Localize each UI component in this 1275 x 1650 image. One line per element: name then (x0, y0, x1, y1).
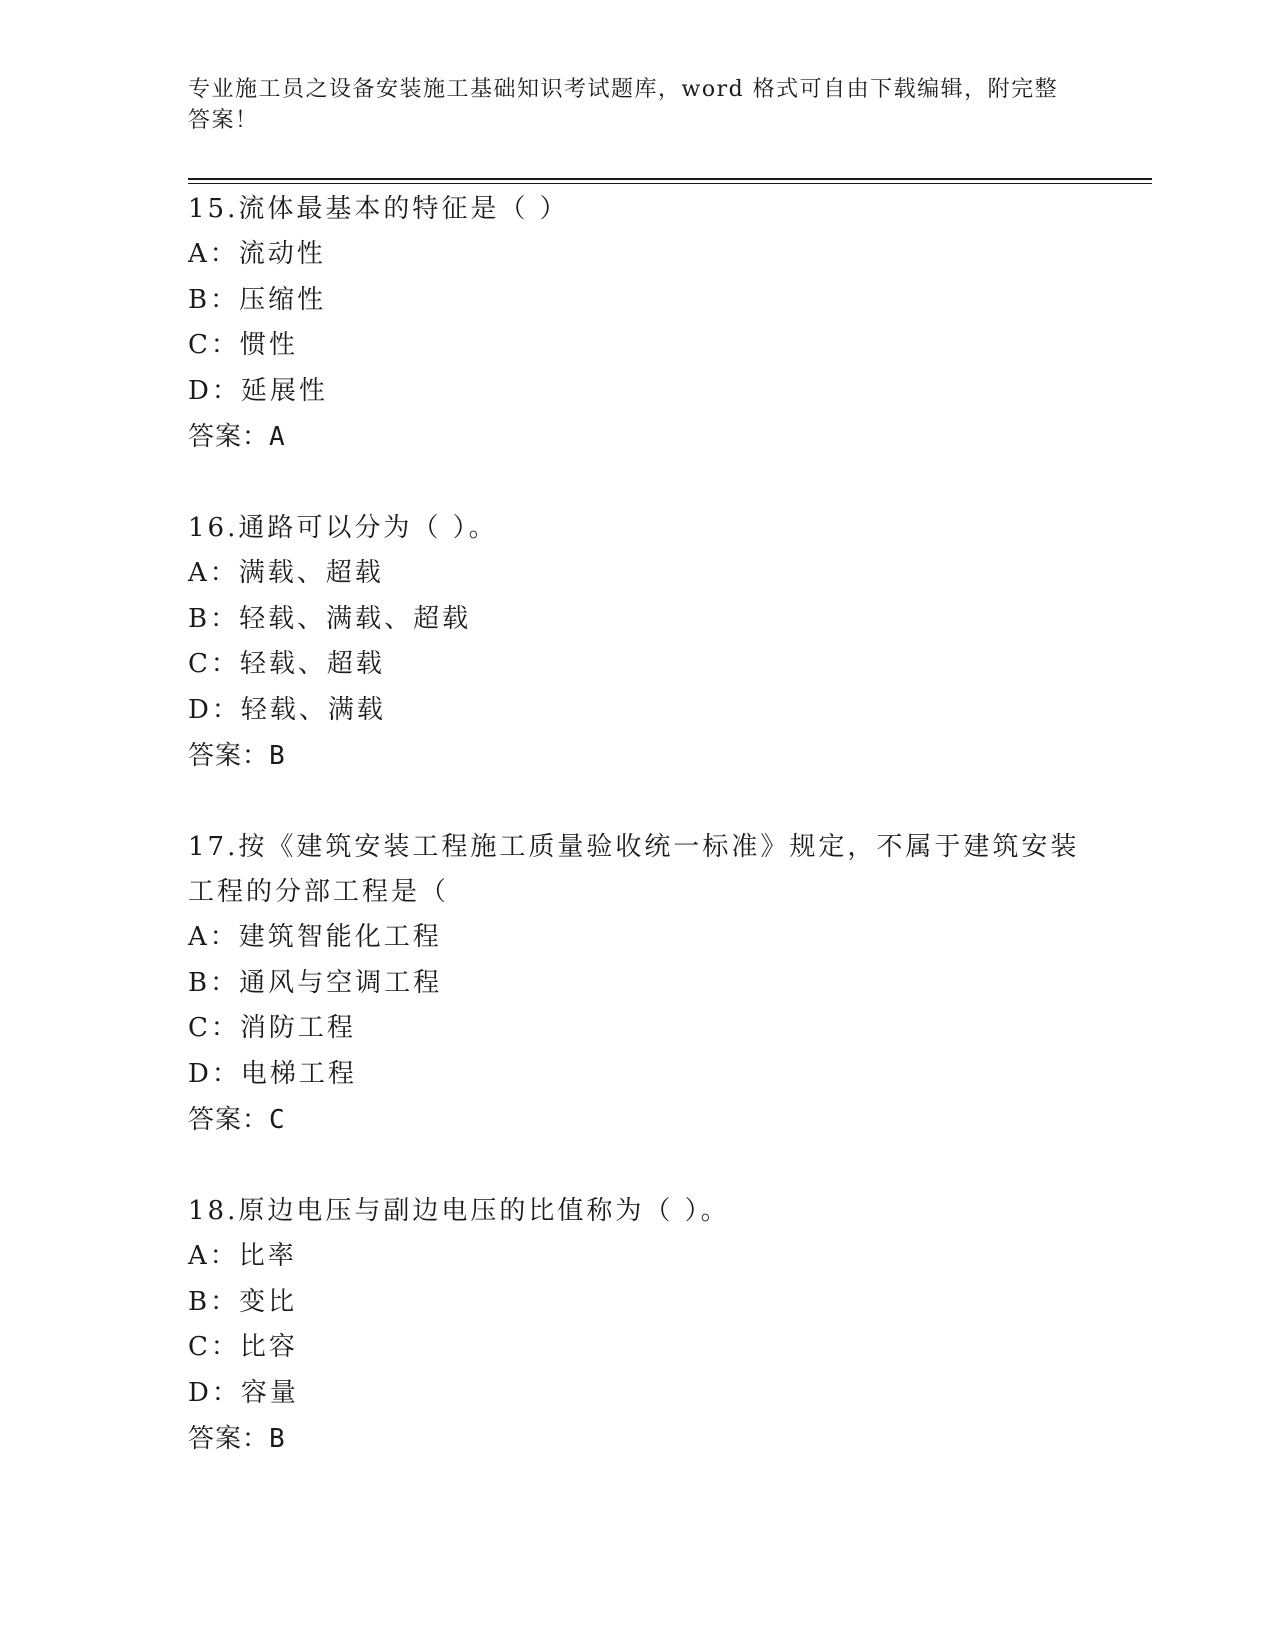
option-d: D：延展性 (188, 375, 328, 406)
answer: 答案：B (188, 741, 286, 771)
document-header: 专业施工员之设备安装施工基础知识考试题库，word 格式可自由下载编辑，附完整答案！ (188, 77, 1059, 133)
question-15 (188, 187, 1088, 460)
option-a: A：建筑智能化工程 (188, 922, 442, 952)
option-b: B：轻载、满载、超载 (188, 603, 472, 634)
option-b: B：压缩性 (188, 284, 327, 315)
option-a: A：比率 (188, 1241, 297, 1271)
question-18 (188, 1189, 1088, 1462)
question-stem: 16.通路可以分为（ ）。 (188, 513, 498, 543)
question-stem: 17.按《建筑安装工程施工质量验收统一标准》规定，不属于建筑安装工程的分部工程是（ (188, 832, 1080, 907)
question-16 (188, 506, 1088, 779)
option-d: D：轻载、满载 (188, 694, 386, 725)
header-divider-thick (188, 178, 1152, 180)
option-c: C：比容 (188, 1332, 298, 1362)
question-17 (188, 825, 1088, 1143)
answer: 答案：B (188, 1424, 286, 1454)
option-a: A：满载、超载 (188, 558, 384, 588)
answer: 答案：C (188, 1105, 286, 1135)
question-stem: 18.原边电压与副边电压的比值称为（ ）。 (188, 1196, 730, 1226)
option-b: B：通风与空调工程 (188, 967, 443, 998)
option-d: D：容量 (188, 1377, 299, 1408)
header-divider-thin (188, 183, 1152, 184)
answer: 答案：A (188, 422, 286, 452)
question-stem: 15.流体最基本的特征是（ ） (188, 194, 569, 224)
option-c: C：轻载、超载 (188, 649, 385, 679)
option-c: C：惯性 (188, 330, 298, 360)
option-c: C：消防工程 (188, 1013, 356, 1043)
option-a: A：流动性 (188, 239, 326, 269)
option-b: B：变比 (188, 1286, 298, 1317)
option-d: D：电梯工程 (188, 1058, 357, 1089)
